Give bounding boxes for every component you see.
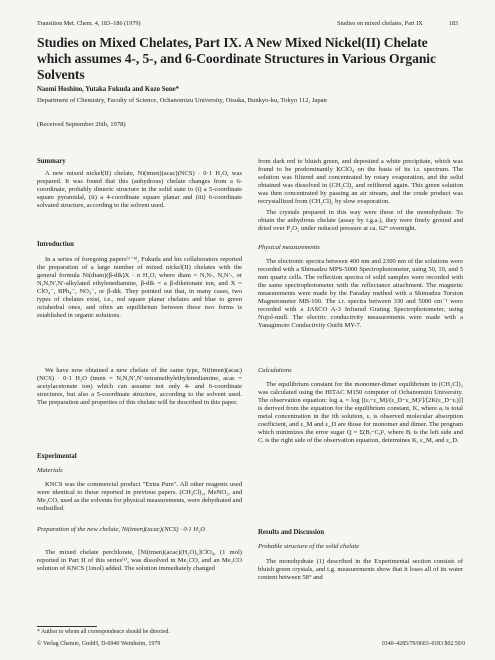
probable-structure-text: The monohydrate (1) described in the Experimental section consists of bluish green crystals, and t.g. measurements show that it loses all of its water content between 58° and (258, 558, 463, 582)
running-title-text: Studies on mixed chelates, Part IX (337, 20, 423, 27)
calculations-heading: Calculations (258, 367, 292, 374)
received-date: (Received September 26th, 1978) (37, 121, 126, 128)
results-heading: Results and Discussion (258, 529, 325, 536)
article-title: Studies on Mixed Chelates, Part IX. A New Mixed Nickel(II) Chelate which assumes 4-, 5-, and 6-Coordinate Structures in Various Organic Solvents (37, 35, 436, 82)
summary-text: A new mixed nickel(II) chelate, Ni(tmen)(acac)(NCS) · 0·1 H₂O, was prepared. It was found that this (anhydrous) chelate changes from a 6-coordinate, probably dimeric structure in the solid state to (i) a 5-coordinate square pyramidal, (ii) a 4-coordinate square planar and (iii) 6-coordinate solvated structure, according to the solvent used. (37, 170, 242, 210)
summary-heading: Summary (37, 158, 66, 165)
introduction-paragraph-2: We have now obtained a new chelate of the same type, Ni(tmen)(acac)(NCS) · 0·1 H₂O (tmen = N,N,N′,N′-tetramethylethylenediamine, acac = acetylacetonate ion) which can assume not only 4- and 6-coordinate structures, but also a 5-coordinate structure, according to the solvent used. The preparation and properties of this chelate will be described in this paper. (37, 367, 242, 407)
materials-heading: Materials (37, 467, 63, 474)
journal-citation: Transition Met. Chem. 4, 183–186 (1979) (37, 20, 141, 27)
footnote: * Author to whom all correspondence should be directed. (37, 629, 170, 635)
article-code: 0340–4285/79/0603–0183 $02.50/0 (381, 641, 465, 647)
introduction-heading: Introduction (37, 241, 74, 248)
running-header (37, 20, 458, 30)
preparation-continued-2: The crystals prepared in this way were those of the monohydrate. To obtain the anhydrous chelate (assay by t.g.a.), they were finely ground and dried over P₂O₅ under reduced pressure at ca. 62° overnight. (258, 209, 463, 233)
page-number: 183 (448, 20, 458, 27)
physical-measurements-heading: Physical measurements (258, 244, 320, 251)
experimental-heading: Experimental (37, 453, 77, 460)
preparation-text: The mixed chelate perchlorate, [Ni(tmen)(acac)(H₂O)₂]ClO₄, (1 mol) reported in Part II of this series⁽¹⁾, was dissolved in Me₂CO, and an Me₂CO solution of KNCS (1mol) added. The solution immediately changed (37, 549, 242, 573)
physical-measurements-text: The electronic spectra between 400 nm and 2300 nm of the solutions were recorded with a Shimadzu MPS-5000 Spectrophotometer, using 50, 10, and 5 mm quartz cells. The reflection spectra of solid samples were recorded with the same spectrophotometer with the reflectance attachment. The magnetic measurements were made by the Faraday method with a Shimadzu Torsion Magnetometer MB-100. The i.r. spectra between 330 and 5000 cm⁻¹ were recorded with a JASCO A-3 Infrared Grating Spectrophotometer, using Nujol-mull. The electric conductivity measurements were made with a Yanagimoto Conductivity Outfit MY-7. (258, 258, 463, 330)
probable-structure-heading: Probable structure of the solid chelate (258, 543, 360, 550)
preparation-continued: from dark red to bluish green, and deposited a white precipitate, which was found to be predominantly KClO₄ on the basis of its i.r. spectrum. The solution was filtered and concentrated by rotary evaporation, and the solid obtained was dissolved in (CH₂Cl)₂ and refiltered again. This green solution was then concentrated by passing an air stream, and the crude product was recrystallized from (CH₂Cl)₂ by slow evaporation. (258, 158, 463, 206)
running-title (337, 20, 458, 27)
footnote-rule (37, 626, 97, 627)
preparation-heading: Preparation of the new chelate, Ni(tmen)(acac)(NCS) · 0·1 H₂O (37, 526, 206, 533)
copyright: © Verlag Chemie, GmbH, D-6940 Weinheim, 1979 (37, 641, 161, 647)
materials-text: KNCS was the commercial product "Extra Pure". All other reagents used were identical to those reported in previous papers. (CH₃Cl)₂, MeNO₂, and Me₂CO, used as the solvents for physical measurements, were dehydrated and redistilled. (37, 481, 242, 513)
authors: Naomi Hoshino, Yutaka Fukuda and Kozo Sone* (37, 86, 180, 93)
calculations-text: The equilibrium constant for the monomer-dimer equilibrium in (CH₂Cl)₂ was calculated using the HITAC M150 computer of Ochanomizu University. The observation equation: log aᵢ = log [(εᵢ−ε_M)/(ε_D−ε_M)²]/[2K(ε_D−εᵢ)]] is derived from the equation for the equilibrium constant, K, where aᵢ is total metal concentration in the ith solution, εᵢ is observed molecular absorption coefficient, and ε_M and ε_D are those for monomer and dimer. The program which minimizes the error sugar Q = Σ(Bᵢ−Cᵢ)², where Bᵢ is the left side and Cᵢ is the right side of the observation equation, determines K, ε_M, and ε_D. (258, 381, 463, 445)
affiliation: Department of Chemistry, Faculty of Science, Ochanomizu University, Otsuka, Bunkyo-ku, Tokyo 112, Japan (37, 97, 327, 104)
introduction-paragraph-1: In a series of foregoing papers⁽¹⁻⁴⁾, Fukuda and his collaborators reported the preparation of a large number of mixed nickel(II) chelates with the general formula Ni(diam)(β-dik)X · n H₂O, where diam = N,N-, N,N′-, or N,N,N′,N′-alkylated ethylenediamine, β-dik = a β-diketonate ion, and X = ClO₄⁻, BPh₄⁻, NO₃⁻, or β-dik. They pointed out that, in many cases, two types of chelates exist, i.e., red square planar chelates and blue to green octahedral ones, and often an equilibrium between these two forms is established in organic solutions. (37, 256, 242, 320)
